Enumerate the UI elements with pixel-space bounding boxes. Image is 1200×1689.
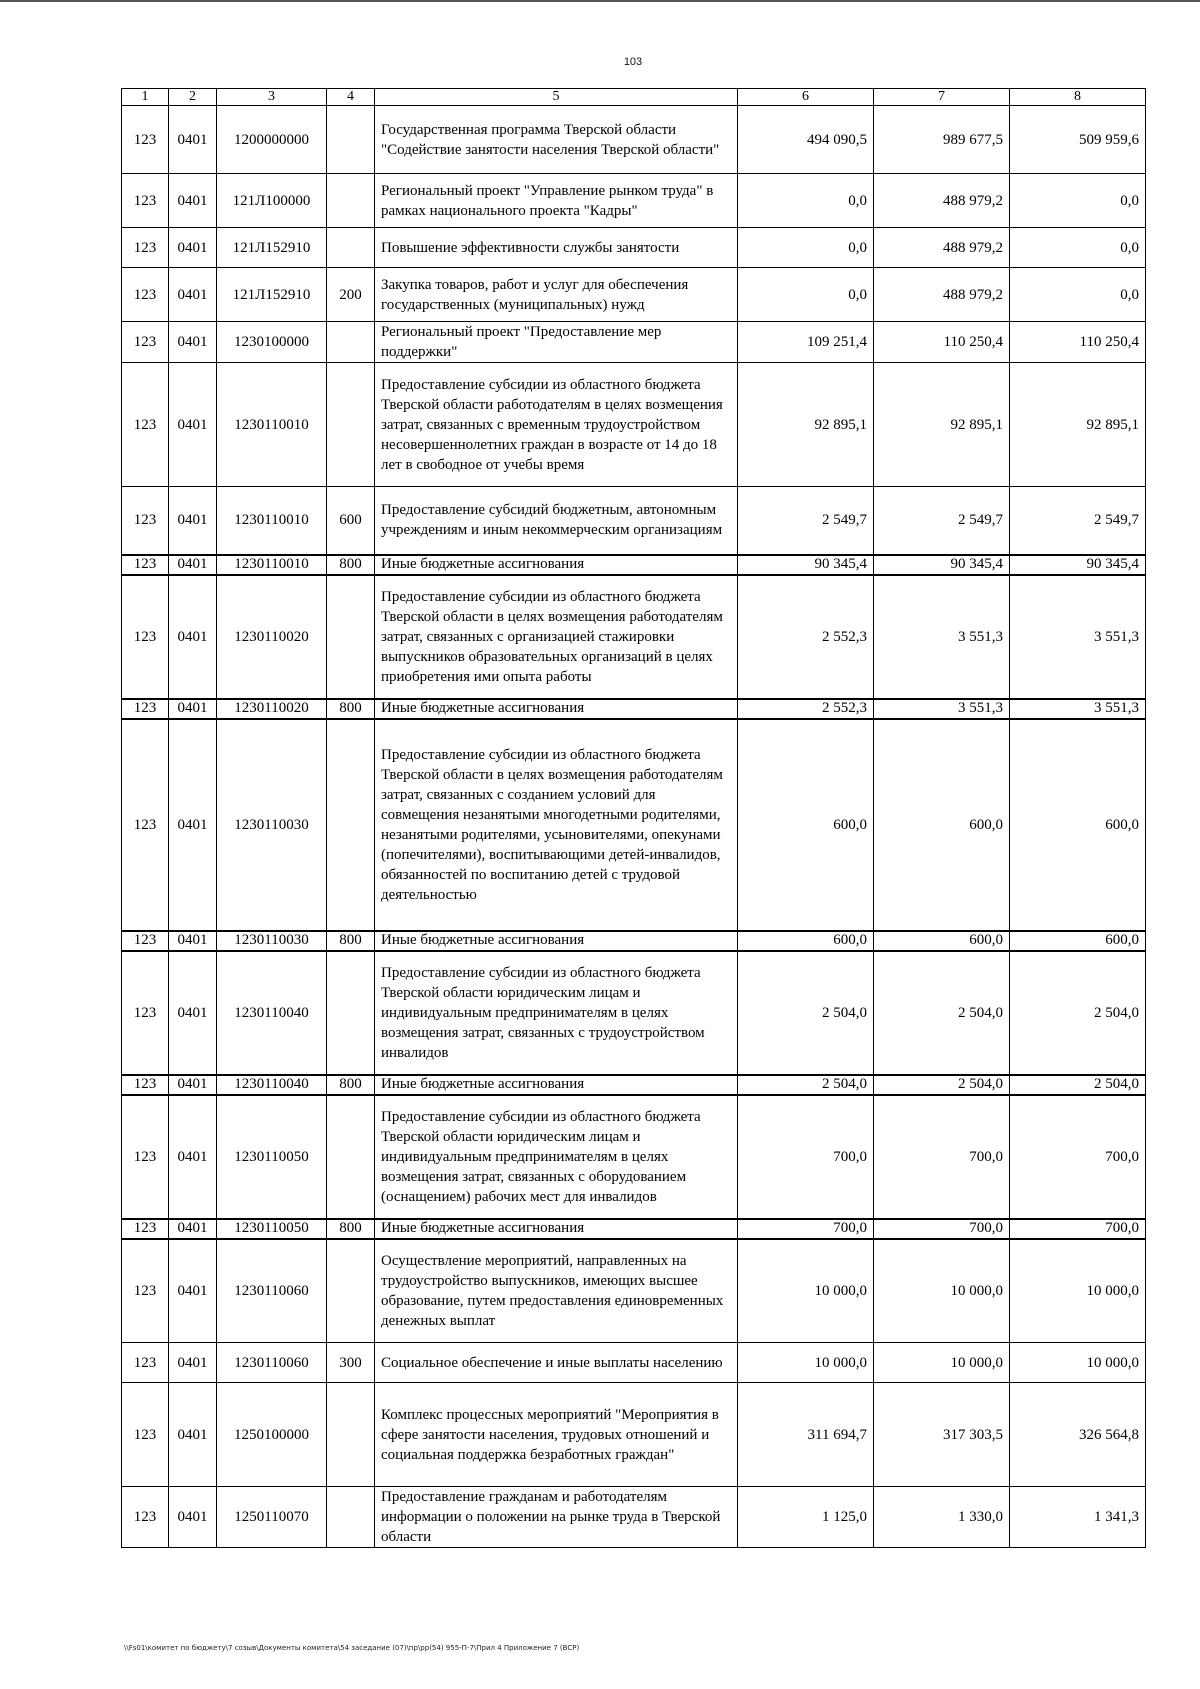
cell-amount-col6: 600,0 xyxy=(738,719,874,931)
cell-row-code: 123 xyxy=(122,174,169,228)
cell-expense-type: 600 xyxy=(327,487,375,555)
cell-expense-type: 200 xyxy=(327,268,375,322)
cell-description: Иные бюджетные ассигнования xyxy=(375,931,738,951)
table-row xyxy=(122,931,1146,951)
cell-target-code: 1230110060 xyxy=(217,1239,327,1343)
cell-expense-type xyxy=(327,1383,375,1487)
cell-amount-col8: 3 551,3 xyxy=(1010,699,1146,719)
cell-amount-col8: 700,0 xyxy=(1010,1095,1146,1219)
cell-amount-col7: 989 677,5 xyxy=(874,106,1010,174)
cell-description: Иные бюджетные ассигнования xyxy=(375,699,738,719)
cell-amount-col8: 2 504,0 xyxy=(1010,951,1146,1075)
cell-amount-col6: 2 504,0 xyxy=(738,1075,874,1095)
cell-expense-type: 800 xyxy=(327,1219,375,1239)
cell-expense-type xyxy=(327,1095,375,1219)
cell-description: Социальное обеспечение и иные выплаты населению xyxy=(375,1343,738,1383)
cell-amount-col7: 3 551,3 xyxy=(874,699,1010,719)
cell-section-code: 0401 xyxy=(169,106,217,174)
cell-target-code: 1230110010 xyxy=(217,555,327,575)
cell-amount-col7: 2 504,0 xyxy=(874,1075,1010,1095)
cell-row-code: 123 xyxy=(122,268,169,322)
cell-amount-col7: 110 250,4 xyxy=(874,322,1010,363)
table-row xyxy=(122,951,1146,1075)
cell-target-code: 121Л152910 xyxy=(217,268,327,322)
table-row xyxy=(122,106,1146,174)
cell-amount-col6: 0,0 xyxy=(738,268,874,322)
cell-section-code: 0401 xyxy=(169,363,217,487)
cell-amount-col7: 92 895,1 xyxy=(874,363,1010,487)
table-row xyxy=(122,174,1146,228)
cell-amount-col8: 2 549,7 xyxy=(1010,487,1146,555)
cell-row-code: 123 xyxy=(122,931,169,951)
cell-amount-col7: 2 504,0 xyxy=(874,951,1010,1075)
cell-amount-col8: 0,0 xyxy=(1010,174,1146,228)
budget-table xyxy=(121,88,1146,1548)
cell-amount-col7: 317 303,5 xyxy=(874,1383,1010,1487)
cell-row-code: 123 xyxy=(122,363,169,487)
table-row xyxy=(122,555,1146,575)
cell-target-code: 1230110030 xyxy=(217,931,327,951)
cell-expense-type xyxy=(327,1487,375,1548)
cell-amount-col8: 10 000,0 xyxy=(1010,1239,1146,1343)
table-row xyxy=(122,1095,1146,1219)
cell-description: Иные бюджетные ассигнования xyxy=(375,555,738,575)
cell-amount-col7: 2 549,7 xyxy=(874,487,1010,555)
cell-expense-type xyxy=(327,719,375,931)
cell-amount-col6: 700,0 xyxy=(738,1095,874,1219)
cell-amount-col6: 494 090,5 xyxy=(738,106,874,174)
page-number: 103 xyxy=(623,56,643,68)
cell-section-code: 0401 xyxy=(169,268,217,322)
cell-expense-type xyxy=(327,322,375,363)
cell-amount-col6: 10 000,0 xyxy=(738,1239,874,1343)
cell-row-code: 123 xyxy=(122,699,169,719)
cell-amount-col7: 700,0 xyxy=(874,1095,1010,1219)
cell-expense-type xyxy=(327,228,375,268)
cell-amount-col6: 2 504,0 xyxy=(738,951,874,1075)
cell-section-code: 0401 xyxy=(169,1095,217,1219)
table-row xyxy=(122,1219,1146,1239)
cell-target-code: 1230110020 xyxy=(217,699,327,719)
cell-section-code: 0401 xyxy=(169,1075,217,1095)
cell-amount-col7: 600,0 xyxy=(874,719,1010,931)
cell-amount-col8: 3 551,3 xyxy=(1010,575,1146,699)
cell-description: Предоставление гражданам и работодателям информации о положении на рынке труда в Тверской области xyxy=(375,1487,738,1548)
cell-amount-col8: 2 504,0 xyxy=(1010,1075,1146,1095)
cell-description: Предоставление субсидий бюджетным, автономным учреждениям и иным некоммерческим организациям xyxy=(375,487,738,555)
cell-target-code: 121Л100000 xyxy=(217,174,327,228)
cell-target-code: 1230110050 xyxy=(217,1095,327,1219)
cell-target-code: 1250100000 xyxy=(217,1383,327,1487)
cell-expense-type: 800 xyxy=(327,699,375,719)
cell-target-code: 1230110040 xyxy=(217,1075,327,1095)
cell-description: Закупка товаров, работ и услуг для обеспечения государственных (муниципальных) нужд xyxy=(375,268,738,322)
cell-description: Повышение эффективности службы занятости xyxy=(375,228,738,268)
cell-target-code: 1230110010 xyxy=(217,363,327,487)
table-row xyxy=(122,1239,1146,1343)
cell-section-code: 0401 xyxy=(169,174,217,228)
cell-row-code: 123 xyxy=(122,487,169,555)
cell-description: Комплекс процессных мероприятий "Мероприятия в сфере занятости населения, трудовых отношений и социальная поддержка безработных граждан" xyxy=(375,1383,738,1487)
table-row xyxy=(122,1383,1146,1487)
cell-target-code: 1230110030 xyxy=(217,719,327,931)
cell-amount-col6: 0,0 xyxy=(738,228,874,268)
column-header: 6 xyxy=(738,89,874,106)
column-header: 7 xyxy=(874,89,1010,106)
cell-amount-col6: 2 552,3 xyxy=(738,575,874,699)
cell-target-code: 1230110010 xyxy=(217,487,327,555)
cell-description: Иные бюджетные ассигнования xyxy=(375,1075,738,1095)
table-row xyxy=(122,487,1146,555)
top-border-line xyxy=(0,0,1200,2)
table-row xyxy=(122,1487,1146,1548)
cell-amount-col6: 1 125,0 xyxy=(738,1487,874,1548)
cell-target-code: 1200000000 xyxy=(217,106,327,174)
table-row xyxy=(122,268,1146,322)
cell-section-code: 0401 xyxy=(169,719,217,931)
cell-target-code: 1230110020 xyxy=(217,575,327,699)
cell-row-code: 123 xyxy=(122,575,169,699)
cell-amount-col7: 10 000,0 xyxy=(874,1239,1010,1343)
column-header: 1 xyxy=(122,89,169,106)
cell-row-code: 123 xyxy=(122,228,169,268)
cell-amount-col6: 2 552,3 xyxy=(738,699,874,719)
cell-amount-col6: 700,0 xyxy=(738,1219,874,1239)
table-row xyxy=(122,228,1146,268)
cell-section-code: 0401 xyxy=(169,1343,217,1383)
cell-row-code: 123 xyxy=(122,322,169,363)
cell-row-code: 123 xyxy=(122,555,169,575)
table-row xyxy=(122,575,1146,699)
cell-expense-type xyxy=(327,363,375,487)
cell-amount-col7: 3 551,3 xyxy=(874,575,1010,699)
column-header: 8 xyxy=(1010,89,1146,106)
cell-section-code: 0401 xyxy=(169,228,217,268)
cell-section-code: 0401 xyxy=(169,951,217,1075)
cell-row-code: 123 xyxy=(122,1095,169,1219)
table-row xyxy=(122,363,1146,487)
cell-amount-col6: 10 000,0 xyxy=(738,1343,874,1383)
cell-section-code: 0401 xyxy=(169,1487,217,1548)
cell-amount-col6: 0,0 xyxy=(738,174,874,228)
cell-section-code: 0401 xyxy=(169,322,217,363)
cell-expense-type: 800 xyxy=(327,931,375,951)
cell-amount-col6: 311 694,7 xyxy=(738,1383,874,1487)
cell-target-code: 1230110050 xyxy=(217,1219,327,1239)
cell-row-code: 123 xyxy=(122,719,169,931)
cell-amount-col8: 600,0 xyxy=(1010,719,1146,931)
cell-section-code: 0401 xyxy=(169,931,217,951)
cell-amount-col7: 488 979,2 xyxy=(874,174,1010,228)
cell-amount-col7: 10 000,0 xyxy=(874,1343,1010,1383)
footer-file-path: \\Fs01\комитет по бюджету\7 созыв\Документы комитета\54 заседание (07)\пр\рр(54) 955-П-7\Прил 4 Приложение 7 (ВСР) xyxy=(124,1644,580,1652)
cell-amount-col8: 92 895,1 xyxy=(1010,363,1146,487)
cell-amount-col8: 509 959,6 xyxy=(1010,106,1146,174)
cell-expense-type xyxy=(327,575,375,699)
cell-row-code: 123 xyxy=(122,951,169,1075)
cell-section-code: 0401 xyxy=(169,1239,217,1343)
cell-amount-col6: 600,0 xyxy=(738,931,874,951)
cell-expense-type xyxy=(327,951,375,1075)
cell-section-code: 0401 xyxy=(169,699,217,719)
cell-amount-col8: 600,0 xyxy=(1010,931,1146,951)
cell-section-code: 0401 xyxy=(169,575,217,699)
cell-amount-col6: 90 345,4 xyxy=(738,555,874,575)
cell-row-code: 123 xyxy=(122,1343,169,1383)
cell-row-code: 123 xyxy=(122,1075,169,1095)
cell-target-code: 1250110070 xyxy=(217,1487,327,1548)
cell-expense-type xyxy=(327,174,375,228)
cell-description: Региональный проект "Управление рынком труда" в рамках национального проекта "Кадры" xyxy=(375,174,738,228)
cell-amount-col6: 2 549,7 xyxy=(738,487,874,555)
cell-amount-col8: 10 000,0 xyxy=(1010,1343,1146,1383)
cell-row-code: 123 xyxy=(122,1383,169,1487)
cell-target-code: 1230100000 xyxy=(217,322,327,363)
cell-section-code: 0401 xyxy=(169,1219,217,1239)
cell-row-code: 123 xyxy=(122,1487,169,1548)
cell-expense-type xyxy=(327,106,375,174)
column-header: 2 xyxy=(169,89,217,106)
column-header: 5 xyxy=(375,89,738,106)
cell-amount-col8: 700,0 xyxy=(1010,1219,1146,1239)
cell-expense-type xyxy=(327,1239,375,1343)
cell-amount-col8: 1 341,3 xyxy=(1010,1487,1146,1548)
cell-amount-col8: 0,0 xyxy=(1010,228,1146,268)
cell-expense-type: 800 xyxy=(327,1075,375,1095)
column-header: 4 xyxy=(327,89,375,106)
cell-row-code: 123 xyxy=(122,1239,169,1343)
cell-description: Иные бюджетные ассигнования xyxy=(375,1219,738,1239)
cell-amount-col6: 92 895,1 xyxy=(738,363,874,487)
cell-amount-col8: 0,0 xyxy=(1010,268,1146,322)
cell-description: Государственная программа Тверской области "Содействие занятости населения Тверской области" xyxy=(375,106,738,174)
cell-section-code: 0401 xyxy=(169,487,217,555)
cell-amount-col6: 109 251,4 xyxy=(738,322,874,363)
cell-target-code: 1230110060 xyxy=(217,1343,327,1383)
cell-description: Предоставление субсидии из областного бюджета Тверской области юридическим лицам и индивидуальным предпринимателям в целях возмещения затрат, связанных с трудоустройством инвалидов xyxy=(375,951,738,1075)
cell-section-code: 0401 xyxy=(169,555,217,575)
cell-expense-type: 300 xyxy=(327,1343,375,1383)
cell-description: Предоставление субсидии из областного бюджета Тверской области в целях возмещения работодателям затрат, связанных с созданием условий для совмещения незанятыми многодетными родителями, незанятыми родителями, усыновителями, опекунами (попечителями), воспитывающими детей-инвалидов, обязанностей по воспитанию детей с трудовой деятельностью xyxy=(375,719,738,931)
table-row xyxy=(122,322,1146,363)
table-row xyxy=(122,699,1146,719)
cell-amount-col8: 326 564,8 xyxy=(1010,1383,1146,1487)
cell-description: Предоставление субсидии из областного бюджета Тверской области в целях возмещения работодателям затрат, связанных с организацией стажировки выпускников образовательных организаций в целях приобретения ими опыта работы xyxy=(375,575,738,699)
cell-row-code: 123 xyxy=(122,106,169,174)
cell-expense-type: 800 xyxy=(327,555,375,575)
cell-amount-col7: 488 979,2 xyxy=(874,228,1010,268)
table-row xyxy=(122,719,1146,931)
cell-description: Предоставление субсидии из областного бюджета Тверской области работодателям в целях возмещения затрат, связанных с временным трудоустройством несовершеннолетних граждан в возрасте от 14 до 18 лет в свободное от учебы время xyxy=(375,363,738,487)
cell-description: Осуществление мероприятий, направленных на трудоустройство выпускников, имеющих высшее образование, путем предоставления единовременных денежных выплат xyxy=(375,1239,738,1343)
cell-amount-col8: 90 345,4 xyxy=(1010,555,1146,575)
cell-description: Предоставление субсидии из областного бюджета Тверской области юридическим лицам и индивидуальным предпринимателям в целях возмещения затрат, связанных с оборудованием (оснащением) рабочих мест для инвалидов xyxy=(375,1095,738,1219)
cell-section-code: 0401 xyxy=(169,1383,217,1487)
cell-row-code: 123 xyxy=(122,1219,169,1239)
cell-target-code: 1230110040 xyxy=(217,951,327,1075)
cell-description: Региональный проект "Предоставление мер поддержки" xyxy=(375,322,738,363)
cell-target-code: 121Л152910 xyxy=(217,228,327,268)
cell-amount-col7: 700,0 xyxy=(874,1219,1010,1239)
table-body xyxy=(122,106,1146,1548)
cell-amount-col8: 110 250,4 xyxy=(1010,322,1146,363)
cell-amount-col7: 90 345,4 xyxy=(874,555,1010,575)
cell-amount-col7: 1 330,0 xyxy=(874,1487,1010,1548)
column-header: 3 xyxy=(217,89,327,106)
cell-amount-col7: 600,0 xyxy=(874,931,1010,951)
table-row xyxy=(122,1075,1146,1095)
table-row xyxy=(122,1343,1146,1383)
cell-amount-col7: 488 979,2 xyxy=(874,268,1010,322)
table-header-row xyxy=(122,89,1146,106)
